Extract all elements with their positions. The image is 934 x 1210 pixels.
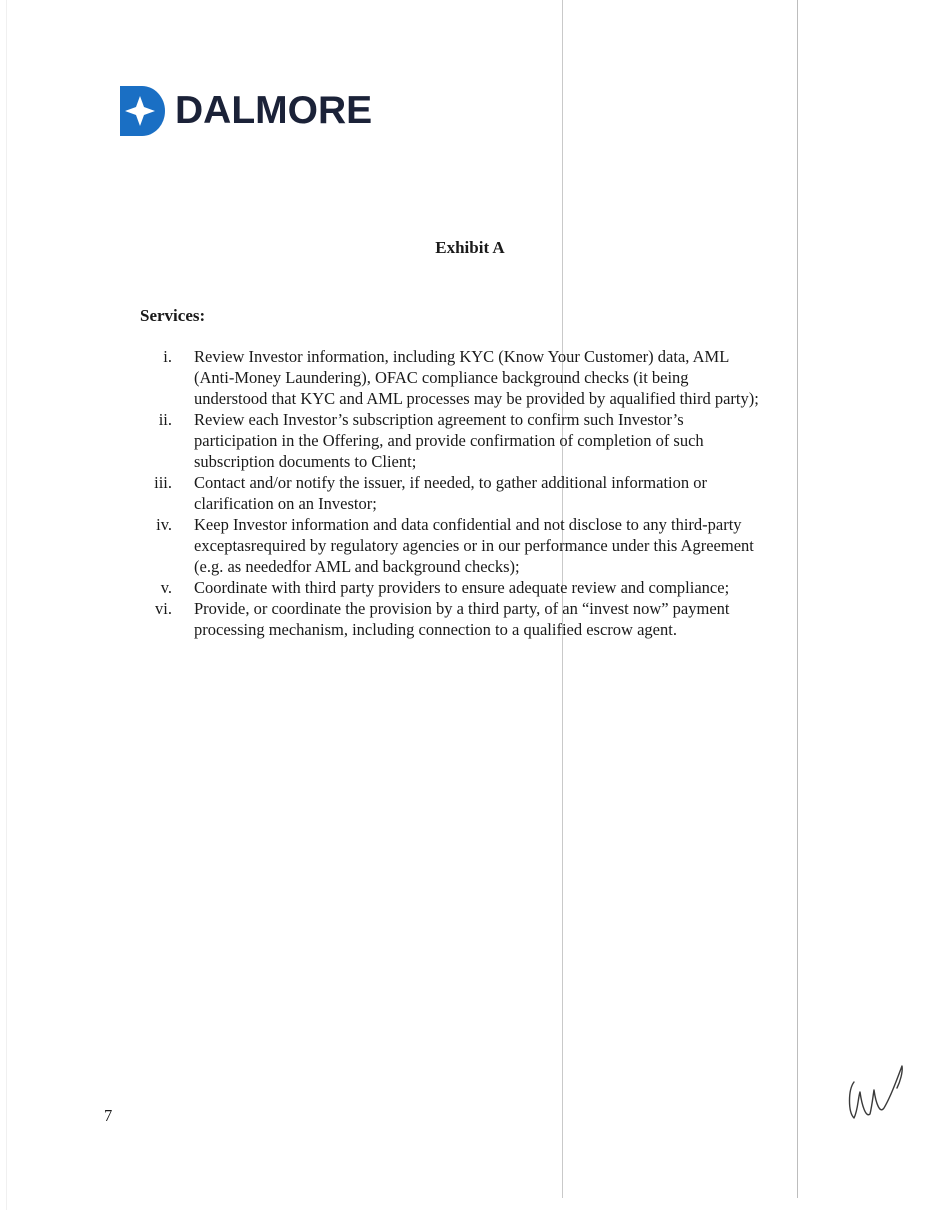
page-number: 7 bbox=[104, 1106, 113, 1125]
company-logo bbox=[120, 86, 372, 136]
item-line: clarification on an Investor; bbox=[194, 494, 377, 513]
item-numeral: i. bbox=[163, 347, 172, 366]
logo-wordmark: DALMORE bbox=[175, 89, 373, 132]
handwritten-initials-signature bbox=[842, 1052, 908, 1128]
item-line: Contact and/or notify the issuer, if needed, to gather additional information or bbox=[194, 473, 707, 492]
item-line: participation in the Offering, and provide confirmation of completion of such bbox=[194, 431, 704, 450]
services-list bbox=[130, 346, 830, 640]
item-line: Review Investor information, including KYC (Know Your Customer) data, AML bbox=[194, 347, 730, 366]
item-text bbox=[194, 472, 830, 514]
item-text bbox=[194, 514, 830, 577]
service-item bbox=[130, 577, 830, 598]
item-line: (Anti-Money Laundering), OFAC compliance background checks (it being bbox=[194, 368, 689, 387]
item-text bbox=[194, 409, 830, 472]
item-numeral: iii. bbox=[154, 473, 172, 492]
item-numeral: vi. bbox=[155, 599, 172, 618]
scan-edge bbox=[6, 0, 7, 1210]
item-numeral: ii. bbox=[158, 410, 172, 429]
item-line: understood that KYC and AML processes may be provided by aqualified third party); bbox=[194, 389, 759, 408]
service-item bbox=[130, 346, 830, 409]
item-line: Keep Investor information and data confidential and not disclose to any third-party bbox=[194, 515, 742, 534]
item-line: processing mechanism, including connection to a qualified escrow agent. bbox=[194, 620, 677, 639]
service-item bbox=[130, 598, 830, 640]
item-line: (e.g. as neededfor AML and background checks); bbox=[194, 557, 520, 576]
item-line: Coordinate with third party providers to ensure adequate review and compliance; bbox=[194, 578, 730, 597]
item-text bbox=[194, 598, 830, 640]
item-line: subscription documents to Client; bbox=[194, 452, 417, 471]
item-text bbox=[194, 577, 830, 598]
item-line: exceptasrequired by regulatory agencies or in our performance under this Agreement bbox=[194, 536, 754, 555]
dalmore-logo-icon bbox=[120, 86, 166, 136]
item-numeral: v. bbox=[160, 578, 172, 597]
section-heading: Services: bbox=[140, 306, 206, 325]
exhibit-title: Exhibit A bbox=[435, 238, 505, 257]
service-item bbox=[130, 472, 830, 514]
item-line: Provide, or coordinate the provision by a third party, of an “invest now” payment bbox=[194, 599, 730, 618]
service-item bbox=[130, 514, 830, 577]
service-item bbox=[130, 409, 830, 472]
item-text bbox=[194, 346, 830, 409]
item-numeral: iv. bbox=[156, 515, 172, 534]
item-line: Review each Investor’s subscription agreement to confirm such Investor’s bbox=[194, 410, 684, 429]
